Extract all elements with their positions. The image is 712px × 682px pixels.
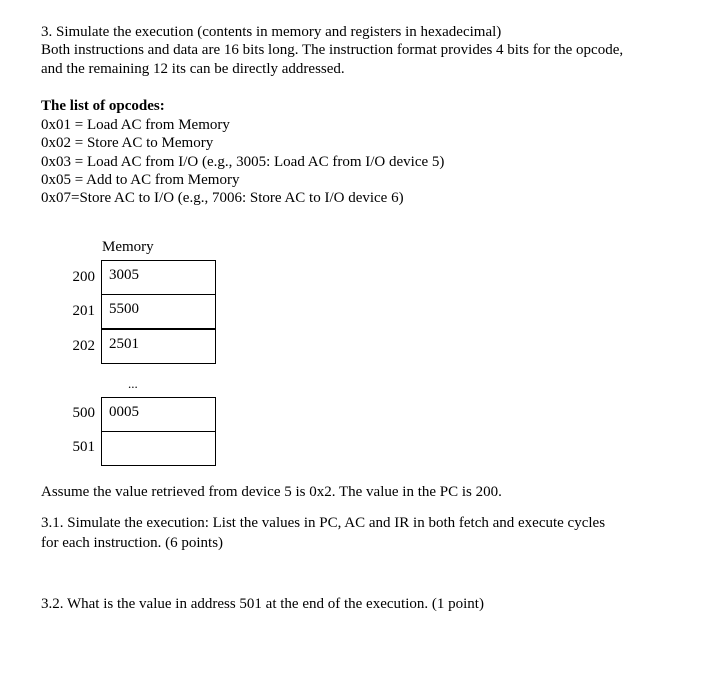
memory-value: 0005 <box>109 404 139 420</box>
opcode-item: 0x02 = Store AC to Memory <box>41 135 214 151</box>
question-3-1-line-1: 3.1. Simulate the execution: List the values in PC, AC and IR in both fetch and execute cycles <box>41 515 606 531</box>
memory-cell <box>101 397 216 432</box>
opcode-item: 0x05 = Add to AC from Memory <box>41 172 240 188</box>
memory-address: 500 <box>72 405 95 421</box>
memory-address: 201 <box>72 303 95 319</box>
memory-cell <box>101 329 216 364</box>
question-header: 3. Simulate the execution (contents in memory and registers in hexadecimal) <box>41 24 502 40</box>
opcodes-title: The list of opcodes: <box>41 98 165 114</box>
memory-title: Memory <box>102 239 154 255</box>
assumption-text: Assume the value retrieved from device 5 is 0x2. The value in the PC is 200. <box>41 484 502 500</box>
question-3-2: 3.2. What is the value in address 501 at the end of the execution. (1 point) <box>41 596 484 612</box>
memory-cell <box>101 431 216 466</box>
opcode-item: 0x01 = Load AC from Memory <box>41 117 230 133</box>
opcode-item: 0x07=Store AC to I/O (e.g., 7006: Store AC to I/O device 6) <box>41 190 404 206</box>
memory-ellipsis: ... <box>128 376 138 391</box>
memory-address: 202 <box>72 338 95 354</box>
memory-cell <box>101 294 216 329</box>
memory-cell <box>101 260 216 295</box>
question-intro-line-1: Both instructions and data are 16 bits long. The instruction format provides 4 bits for the opcode, <box>41 42 624 58</box>
memory-value: 3005 <box>109 267 139 283</box>
opcode-item: 0x03 = Load AC from I/O (e.g., 3005: Load AC from I/O device 5) <box>41 154 445 170</box>
question-intro-line-2: and the remaining 12 its can be directly addressed. <box>41 61 345 77</box>
question-3-1-line-2: for each instruction. (6 points) <box>41 535 224 551</box>
memory-value: 2501 <box>109 336 139 352</box>
memory-address: 501 <box>72 439 95 455</box>
memory-value: 5500 <box>109 301 139 317</box>
memory-address: 200 <box>72 269 95 285</box>
